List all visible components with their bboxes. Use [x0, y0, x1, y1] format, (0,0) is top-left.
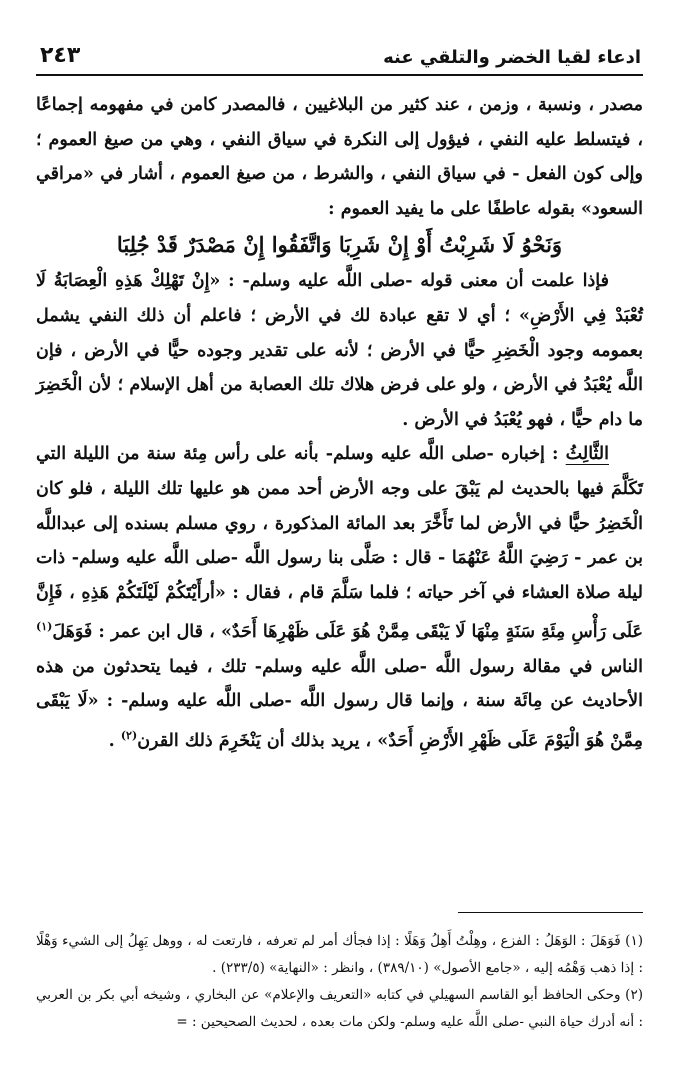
footnote-divider — [458, 912, 643, 913]
paragraph-2: فإذا علمت أن معنى قوله -صلى اللَّه عليه وسلم- : «إِنْ تَهْلِكْ هَذِهِ الْعِصَابَةُ لَا تُعْبَدْ فِي الأَرْضِ» ؛ أي لا تقع عبادة لك في الأرض ؛ فاعلم أن ذلك النفي يشمل بعمومه وجود الْخَضِرِ حيًّا في الأرض ؛ لأنه على تقدير وجوده حيًّا في الأرض ، فإن اللَّه يُعْبَدُ في الأرض ، ولو على فرض هلاك تلك العصابة من أهل الإسلام ؛ لأن الْخَضِرَ ما دام حيًّا ، فهو يُعْبَدُ في الأرض . — [36, 271, 643, 430]
header-divider — [36, 74, 643, 76]
footnote-2: (٢) وحكى الحافظ أبو القاسم السهيلي في كتابه «التعريف والإعلام» عن البخاري ، وشيخه أبي بكر بن العربي : أنه أدرك حياة النبي -صلى اللَّه عليه وسلم- ولكن مات بعده ، لحديث الصحيحين : = — [36, 987, 643, 1030]
footnote-ref-1[interactable]: (١) — [36, 620, 53, 634]
footnotes — [36, 928, 643, 1036]
main-text — [36, 88, 643, 758]
page-header — [40, 38, 641, 68]
footnote-ref-2[interactable]: (٢) — [120, 728, 138, 742]
poetry-verse: وَنَحْوُ لَا شَرِبْتُ أَوْ إِنْ شَرِبَا وَاتَّفَقُوا إِنْ مَصْدَرٌ قَدْ جُلِبَا — [116, 232, 563, 258]
paragraph-1: مصدر ، ونسبة ، وزمن ، عند كثير من البلاغيين ، فالمصدر كامن في مفهومه إجماعًا ، فيتسلط عليه النفي ، فيؤول إلى النكرة في سياق النفي ، وهي من صيغ العموم ؛ وإلى كون الفعل - في سياق النفي ، والشرط ، من صيغ العموم ، أشار في «مراقي السعود» بقوله عاطفًا على ما يفيد العموم : — [36, 95, 643, 219]
running-title: ادعاء لقيا الخضر والتلقي عنه — [383, 47, 641, 68]
paragraph-3-text-a: : إخباره -صلى اللَّه عليه وسلم- بأنه على رأس مِئة سنة من الليلة التي تَكَلَّمَ فيها بالحديث لم يَبْقَ على وجه الأرض أحد ممن هو عليها تلك الليلة ، فلو كان الْخَضِرُ حيًّا في الأرض لما تَأَخَّرَ بعد المائة المذكورة ، روي مسلم بسنده إلى عبداللَّه بن عمر - رَضِيَ اللَّهُ عَنْهُمَا - قال : صَلَّى بنا رسول اللَّه -صلى اللَّه عليه وسلم- ذات ليلة صلاة العشاء في آخر حياته ؛ فلما سَلَّمَ قام ، فقال : «أرأَيْتَكُمْ لَيْلَتَكُمْ هَذِهِ ، فَإِنَّ عَلَى رَأْسِ مِئَةِ سَنَةٍ مِنْهَا لَا يَبْقَى مِمَّنْ هُوَ عَلَى ظَهْرِهَا أَحَدٌ» ، قال ابن عمر : فَوَهَلَ — [36, 444, 643, 643]
footnote-1: (١) فَوَهَلَ : الوَهَلُ : الفزع ، وهِلْتُ أَهِلُ وَهَلًا : إذا فجأك أمر لم تعرفه ، فارتعت له ، ووهل يَهِلُ إلى الشيء وَهْلًا : إذا ذهب وَهْمُه إليه ، «جامع الأصول» (٣٨٩/١٠) ، وانظر : «النهاية» (٢٣٣/٥) . — [36, 933, 643, 976]
section-heading-word: الثَّالِثُ — [565, 444, 609, 465]
paragraph-3-end: . — [108, 730, 115, 751]
page-number: ٢٤٣ — [40, 43, 81, 68]
paragraph-3 — [36, 437, 643, 758]
paragraph-3-text-b: الناس في مقالة رسول اللَّه -صلى اللَّه عليه وسلم- تلك ، فيما يتحدثون من هذه الأحاديث عن مِائَة سنة ، وإنما قال رسول اللَّه -صلى اللَّه عليه وسلم- : «لَا يَبْقَى مِمَّنْ هُوَ الْيَوْمَ عَلَى ظَهْرِ الأَرْضِ أَحَدٌ» ، يريد بذلك أن يَنْخَرِمَ ذلك القرن — [36, 656, 643, 751]
